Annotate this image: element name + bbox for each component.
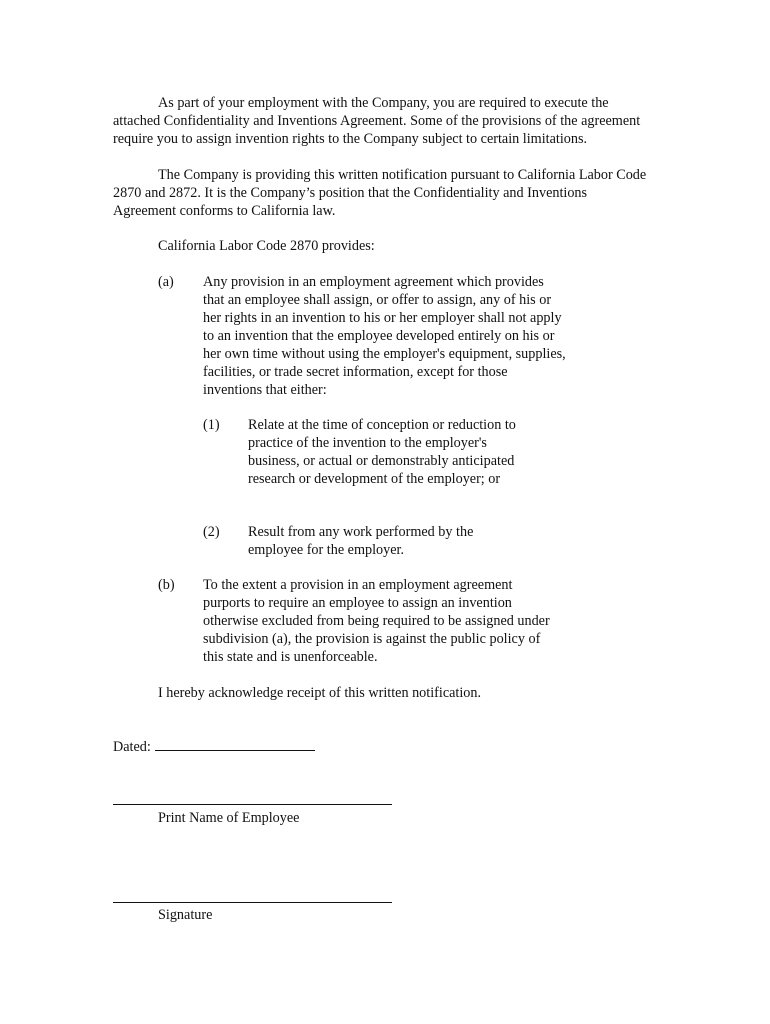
notification-paragraph: The Company is providing this written notification pursuant to California Labor Code 2870 and 2872. It is the Company’s position that the Confidentiality and Inventions Agreement conforms to California law. (113, 167, 647, 219)
subclause-1-label: (1) (203, 417, 220, 433)
acknowledgement-text: I hereby acknowledge receipt of this written notification. (158, 685, 482, 701)
clause-a-label: (a) (158, 274, 174, 290)
dated-field (113, 737, 315, 756)
dated-label: Dated: (113, 739, 151, 755)
print-name-line[interactable] (113, 804, 392, 805)
subclause-2-text: Result from any work performed by the employee for the employer. (248, 524, 474, 558)
clause-b-label: (b) (158, 577, 175, 593)
subclause-2-label: (2) (203, 524, 220, 540)
signature-line[interactable] (113, 902, 392, 903)
labor-code-intro: California Labor Code 2870 provides: (158, 238, 375, 254)
intro-paragraph: As part of your employment with the Company, you are required to execute the attached Confidentiality and Inventions Agreement. Some of the provisions of the agreement require you to assign invention rights to the Company subject to certain limitations. (113, 95, 641, 147)
signature-label: Signature (158, 907, 213, 923)
clause-a-text: Any provision in an employment agreement which provides that an employee shall assign, or offer to assign, any of his or her rights in an invention to his or her employer shall not apply to an invention that the employee developed entirely on his or her own time without using the employer's equipment, supplies, facilities, or trade secret information, except for those inventions that either: (203, 274, 566, 398)
print-name-label: Print Name of Employee (158, 810, 300, 826)
subclause-1-text: Relate at the time of conception or reduction to practice of the invention to the employer's business, or actual or demonstrably anticipated research or development of the employer; or (248, 417, 516, 487)
clause-b-text: To the extent a provision in an employment agreement purports to require an employee to assign an invention otherwise excluded from being required to be assigned under subdivision (a), the provision is against the public policy of this state and is unenforceable. (203, 577, 550, 665)
dated-blank-line[interactable] (155, 737, 315, 751)
